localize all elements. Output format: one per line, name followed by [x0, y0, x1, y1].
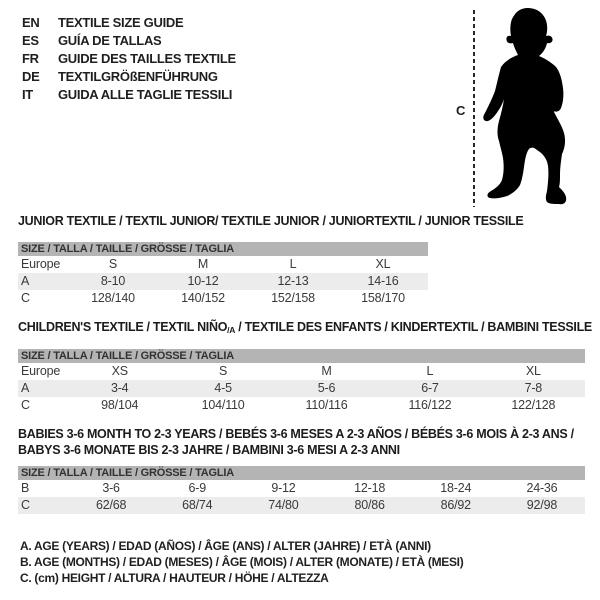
table-cell: 9-12 — [271, 481, 296, 495]
junior-size-table — [18, 242, 428, 307]
row-label: B — [21, 481, 30, 495]
table-cell: 5-6 — [317, 381, 336, 395]
language-code: ES — [22, 32, 39, 48]
table-row-age-months — [18, 480, 585, 497]
height-dashed-line — [473, 10, 475, 207]
junior-table-title: JUNIOR TEXTILE / TEXTIL JUNIOR/ TEXTILE JUNIOR / JUNIORTEXTIL / JUNIOR TESSILE — [18, 214, 524, 228]
table-cell: 14-16 — [367, 274, 399, 288]
guide-title-es: GUÍA DE TALLAS — [58, 32, 162, 48]
table-cell: 128/140 — [91, 291, 135, 305]
table-cell: 98/104 — [101, 398, 139, 412]
table-row-europe — [18, 256, 428, 273]
table-cell: 3-6 — [102, 481, 120, 495]
language-row-en — [22, 13, 236, 31]
footnote-b: B. AGE (MONTHS) / EDAD (MESES) / ÂGE (MOIS) / ALTER (MONATE) / ETÀ (MESI) — [20, 555, 464, 569]
table-row-height-cm — [18, 397, 585, 414]
table-cell: 74/80 — [268, 498, 299, 512]
baby-silhouette-icon — [478, 6, 572, 210]
row-label: Europe — [21, 364, 61, 378]
table-cell: L — [289, 257, 297, 271]
row-label: C — [21, 498, 30, 512]
language-row-de — [22, 67, 236, 85]
table-row-age-years — [18, 273, 428, 290]
children-size-table — [18, 349, 585, 414]
table-cell: 158/170 — [361, 291, 405, 305]
height-measure-label: C — [456, 103, 466, 118]
table-cell: 68/74 — [182, 498, 213, 512]
row-label: Europe — [21, 257, 61, 271]
table-cell: 12-13 — [277, 274, 309, 288]
guide-title-de: TEXTILGRÖßENFÜHRUNG — [58, 68, 218, 84]
table-row-height-cm — [18, 497, 585, 514]
table-cell: 62/68 — [95, 498, 127, 512]
table-cell: 7-8 — [524, 381, 543, 395]
table-cell: S — [108, 257, 118, 271]
table-cell: M — [321, 364, 332, 378]
table-cell: 86/92 — [440, 498, 471, 512]
row-label: C — [21, 291, 30, 305]
table-cell: 3-4 — [110, 381, 129, 395]
table-cell: 140/152 — [181, 291, 225, 305]
table-cell: 4-5 — [214, 381, 232, 395]
babies-size-table — [18, 466, 585, 514]
language-code: IT — [22, 86, 33, 102]
table-cell: 110/116 — [305, 398, 348, 412]
language-code: FR — [22, 50, 39, 66]
table-cell: 8-10 — [100, 274, 126, 288]
table-cell: 152/158 — [271, 291, 315, 305]
babies-table-title-line1: BABIES 3-6 MONTH TO 2-3 YEARS / BEBÉS 3-6 MESES A 2-3 AÑOS / BÉBÉS 3-6 MOIS À 2-3 ANS / — [18, 427, 574, 441]
language-row-fr — [22, 49, 236, 67]
row-label: C — [21, 398, 30, 412]
children-table-title — [18, 320, 592, 337]
row-label: A — [21, 381, 30, 395]
table-cell: XS — [111, 364, 128, 378]
table-cell: 12-18 — [354, 481, 386, 495]
guide-title-it: GUIDA ALLE TAGLIE TESSILI — [58, 86, 233, 102]
footnote-a: A. AGE (YEARS) / EDAD (AÑOS) / ÂGE (ANS) / ALTER (JAHRE) / ETÀ (ANNI) — [20, 539, 431, 553]
guide-title-en: TEXTILE SIZE GUIDE — [58, 14, 184, 30]
children-title-post: / TEXTILE DES ENFANTS / KINDERTEXTIL / BAMBINI TESSILE — [235, 320, 592, 334]
children-title-sub: /A — [227, 325, 236, 335]
table-row-height-cm — [18, 290, 428, 307]
footnote-c: C. (cm) HEIGHT / ALTURA / HAUTEUR / HÖHE / ALTEZZA — [20, 571, 329, 585]
table-cell: 24-36 — [526, 481, 558, 495]
table-cell: XL — [375, 257, 391, 271]
guide-title-fr: GUIDE DES TAILLES TEXTILE — [58, 50, 236, 66]
table-cell: M — [197, 257, 209, 271]
size-header-bar: SIZE / TALLA / TAILLE / GRÖSSE / TAGLIA — [18, 242, 428, 256]
table-cell: 122/128 — [511, 398, 556, 412]
baby-silhouette-path — [483, 8, 566, 204]
table-cell: 104/110 — [201, 398, 245, 412]
size-header-bar: SIZE / TALLA / TAILLE / GRÖSSE / TAGLIA — [18, 349, 585, 363]
children-title-pre: CHILDREN'S TEXTILE / TEXTIL NIÑO — [18, 320, 228, 334]
language-code: EN — [22, 14, 40, 30]
table-cell: 6-9 — [188, 481, 206, 495]
table-row-age-years — [18, 380, 585, 397]
table-cell: XL — [525, 364, 541, 378]
language-row-it — [22, 85, 236, 103]
table-cell: L — [426, 364, 434, 378]
size-header-bar: SIZE / TALLA / TAILLE / GRÖSSE / TAGLIA — [18, 466, 585, 480]
table-cell: 80/86 — [354, 498, 385, 512]
table-cell: 18-24 — [440, 481, 472, 495]
language-row-es — [22, 31, 236, 49]
footnotes-block — [20, 538, 463, 586]
row-label: A — [21, 274, 30, 288]
table-cell: 6-7 — [421, 381, 439, 395]
table-cell: 116/122 — [408, 398, 452, 412]
table-cell: S — [219, 364, 228, 378]
table-row-europe — [18, 363, 585, 380]
table-cell: 92/98 — [526, 498, 558, 512]
babies-table-title-line2: BABYS 3-6 MONATE BIS 2-3 JAHRE / BAMBINI 3-6 MESI A 2-3 ANNI — [18, 443, 400, 457]
table-cell: 10-12 — [187, 274, 219, 288]
language-code: DE — [22, 68, 40, 84]
language-title-block — [22, 13, 236, 103]
